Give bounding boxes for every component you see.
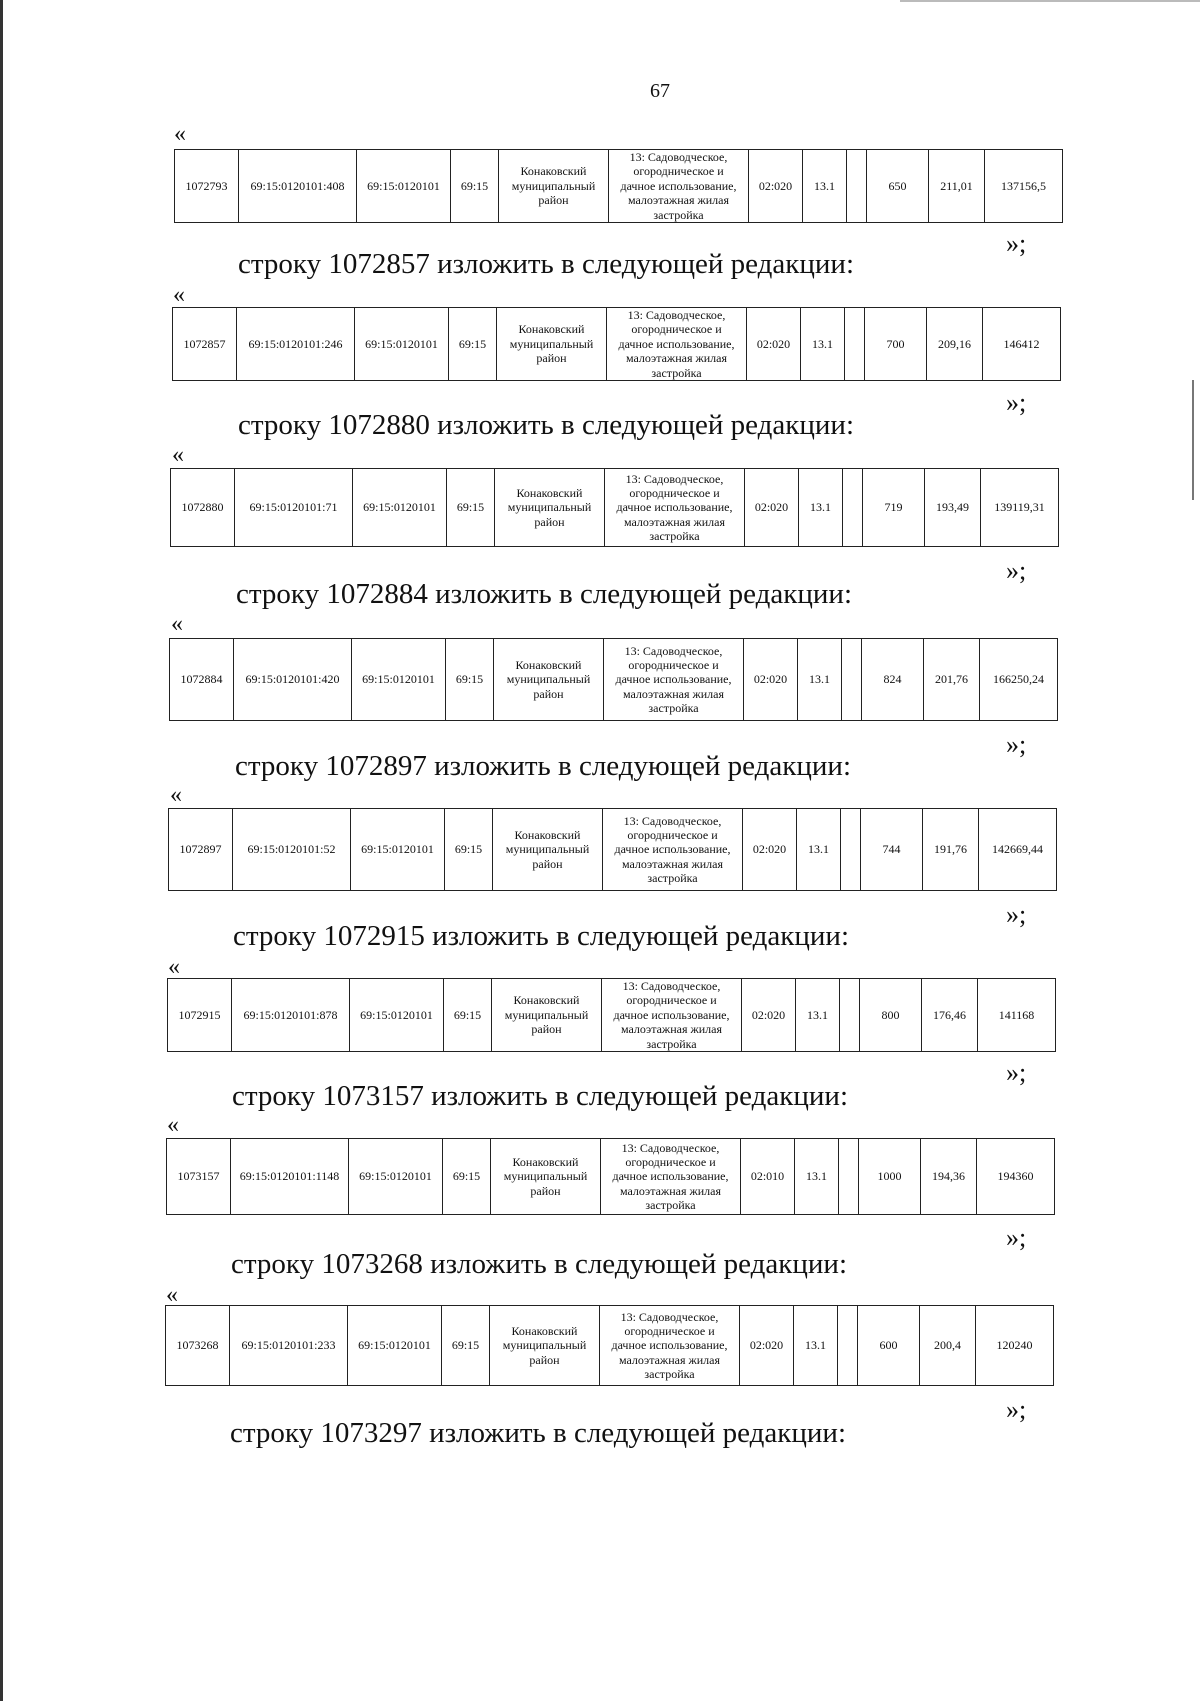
cell-blank xyxy=(841,809,861,891)
land-use-line: огородническое и xyxy=(626,993,717,1008)
cell-row-id: 1072884 xyxy=(170,639,234,721)
cell-district xyxy=(494,639,604,721)
district-line: район xyxy=(536,351,567,366)
land-use-line: дачное использование, xyxy=(612,1169,729,1184)
cell-cadastral-value: 141168 xyxy=(978,979,1056,1052)
close-quote: »; xyxy=(1006,1058,1027,1087)
cell-area-code: 69:15 xyxy=(451,150,499,223)
land-use-line: застройка xyxy=(651,365,702,380)
cell-row-id: 1073268 xyxy=(166,1306,230,1386)
land-use-line: дачное использование, xyxy=(614,842,731,857)
cell-district xyxy=(495,469,605,547)
cell-cadastral-quarter: 69:15:0120101 xyxy=(355,308,449,381)
land-use-line: застройка xyxy=(653,207,704,222)
land-use-line: огородническое и xyxy=(629,485,720,500)
land-use-line: дачное использование, xyxy=(618,336,735,351)
land-use-line: застройка xyxy=(649,529,700,544)
cell-use-code: 02:020 xyxy=(749,150,803,223)
cell-rate: 200,4 xyxy=(920,1306,976,1386)
cell-cadastral-quarter: 69:15:0120101 xyxy=(351,809,445,891)
register-row-table xyxy=(165,1305,1054,1386)
land-use-line: малоэтажная жилая xyxy=(621,856,724,871)
register-row-table xyxy=(172,307,1061,381)
cell-group: 13.1 xyxy=(799,469,843,547)
land-use-line: застройка xyxy=(646,1036,697,1051)
cell-group: 13.1 xyxy=(803,150,847,223)
cell-area: 1000 xyxy=(859,1139,921,1215)
scan-right-edge xyxy=(1192,380,1194,500)
land-use-line: застройка xyxy=(644,1367,695,1382)
page-number: 67 xyxy=(650,80,670,102)
cell-group: 13.1 xyxy=(798,639,842,721)
district-line: муниципальный xyxy=(507,500,592,515)
district-line: Конаковский xyxy=(514,827,581,842)
cell-cadastral-number: 69:15:0120101:420 xyxy=(234,639,352,721)
cell-cadastral-number: 69:15:0120101:246 xyxy=(237,308,355,381)
cell-area: 650 xyxy=(867,150,929,223)
cell-area: 700 xyxy=(865,308,927,381)
land-use-line: малоэтажная жилая xyxy=(618,1352,721,1367)
final-instruction: строку 1073297 изложить в следующей редакции: xyxy=(230,1417,846,1449)
register-row-table xyxy=(166,1138,1055,1215)
land-use-line: дачное использование, xyxy=(620,178,737,193)
land-use-line: дачное использование, xyxy=(616,500,733,515)
cell-cadastral-number: 69:15:0120101:71 xyxy=(235,469,353,547)
cell-land-use xyxy=(607,308,747,381)
cell-group: 13.1 xyxy=(794,1306,838,1386)
cell-land-use xyxy=(609,150,749,223)
cell-area-code: 69:15 xyxy=(442,1306,490,1386)
close-quote: »; xyxy=(1006,388,1027,417)
district-line: Конаковский xyxy=(512,1154,579,1169)
instruction-text: строку 1072915 изложить в следующей редакции: xyxy=(233,920,849,952)
district-line: Конаковский xyxy=(516,485,583,500)
cell-area: 719 xyxy=(863,469,925,547)
land-use-line: дачное использование, xyxy=(611,1338,728,1353)
open-quote: « xyxy=(167,1112,179,1138)
district-line: муниципальный xyxy=(511,178,596,193)
cell-cadastral-quarter: 69:15:0120101 xyxy=(352,639,446,721)
cell-cadastral-value: 142669,44 xyxy=(979,809,1057,891)
cell-row-id: 1072857 xyxy=(173,308,237,381)
register-row-table xyxy=(174,149,1063,223)
district-line: муниципальный xyxy=(502,1338,587,1353)
cell-area: 824 xyxy=(862,639,924,721)
cell-rate: 201,76 xyxy=(924,639,980,721)
cell-row-id: 1072915 xyxy=(168,979,232,1052)
cell-cadastral-number: 69:15:0120101:233 xyxy=(230,1306,348,1386)
land-use-line: малоэтажная жилая xyxy=(619,1183,722,1198)
instruction-text: строку 1073268 изложить в следующей редакции: xyxy=(231,1248,847,1280)
cell-cadastral-quarter: 69:15:0120101 xyxy=(350,979,444,1052)
cell-district xyxy=(492,979,602,1052)
cell-district xyxy=(490,1306,600,1386)
cell-group: 13.1 xyxy=(796,979,840,1052)
instruction-text: строку 1072880 изложить в следующей редакции: xyxy=(238,409,854,441)
cell-rate: 209,16 xyxy=(927,308,983,381)
district-line: муниципальный xyxy=(509,336,594,351)
table-row xyxy=(175,150,1063,223)
cell-land-use xyxy=(601,1139,741,1215)
cell-cadastral-number: 69:15:0120101:878 xyxy=(232,979,350,1052)
land-use-line: огородническое и xyxy=(624,1323,715,1338)
cell-blank xyxy=(847,150,867,223)
land-use-line: огородническое и xyxy=(627,827,718,842)
land-use-line: 13: Садоводческое, xyxy=(620,1309,719,1324)
cell-group: 13.1 xyxy=(801,308,845,381)
cell-area: 744 xyxy=(861,809,923,891)
cell-blank xyxy=(840,979,860,1052)
close-quote: »; xyxy=(1006,1395,1027,1424)
cell-land-use xyxy=(605,469,745,547)
open-quote: « xyxy=(168,954,180,980)
cell-land-use xyxy=(603,809,743,891)
close-quote: »; xyxy=(1006,900,1027,929)
land-use-line: застройка xyxy=(645,1198,696,1213)
land-use-line: 13: Садоводческое, xyxy=(627,308,726,322)
land-use-line: малоэтажная жилая xyxy=(625,351,728,366)
district-line: район xyxy=(532,856,563,871)
cell-cadastral-quarter: 69:15:0120101 xyxy=(349,1139,443,1215)
cell-area-code: 69:15 xyxy=(443,1139,491,1215)
cell-cadastral-quarter: 69:15:0120101 xyxy=(357,150,451,223)
cell-area-code: 69:15 xyxy=(447,469,495,547)
cell-district xyxy=(493,809,603,891)
cell-land-use xyxy=(604,639,744,721)
land-use-line: малоэтажная жилая xyxy=(623,514,726,529)
cell-area-code: 69:15 xyxy=(446,639,494,721)
district-line: Конаковский xyxy=(520,164,587,179)
cell-use-code: 02:020 xyxy=(743,809,797,891)
open-quote: « xyxy=(174,121,186,147)
cell-district xyxy=(491,1139,601,1215)
cell-use-code: 02:020 xyxy=(744,639,798,721)
table-row xyxy=(173,308,1061,381)
cell-area: 800 xyxy=(860,979,922,1052)
cell-area-code: 69:15 xyxy=(445,809,493,891)
cell-rate: 193,49 xyxy=(925,469,981,547)
cell-cadastral-value: 139119,31 xyxy=(981,469,1059,547)
land-use-line: 13: Садоводческое, xyxy=(623,813,722,828)
district-line: Конаковский xyxy=(518,322,585,337)
cell-district xyxy=(499,150,609,223)
open-quote: « xyxy=(172,442,184,468)
cell-use-code: 02:010 xyxy=(741,1139,795,1215)
district-line: район xyxy=(529,1352,560,1367)
cell-use-code: 02:020 xyxy=(740,1306,794,1386)
cell-cadastral-number: 69:15:0120101:52 xyxy=(233,809,351,891)
open-quote: « xyxy=(171,611,183,637)
instruction-text: строку 1072897 изложить в следующей редакции: xyxy=(235,750,851,782)
cell-row-id: 1072897 xyxy=(169,809,233,891)
land-use-line: малоэтажная жилая xyxy=(622,686,725,701)
cell-use-code: 02:020 xyxy=(742,979,796,1052)
scan-left-edge xyxy=(0,0,3,1701)
cell-use-code: 02:020 xyxy=(747,308,801,381)
cell-land-use xyxy=(602,979,742,1052)
register-row-table xyxy=(170,468,1059,547)
district-line: муниципальный xyxy=(505,842,590,857)
district-line: район xyxy=(538,193,569,208)
cell-use-code: 02:020 xyxy=(745,469,799,547)
cell-area-code: 69:15 xyxy=(449,308,497,381)
cell-blank xyxy=(845,308,865,381)
cell-blank xyxy=(843,469,863,547)
district-line: район xyxy=(531,1022,562,1037)
cell-land-use xyxy=(600,1306,740,1386)
land-use-line: 13: Садоводческое, xyxy=(621,1140,720,1155)
open-quote: « xyxy=(173,282,185,308)
cell-row-id: 1072793 xyxy=(175,150,239,223)
table-row xyxy=(170,639,1058,721)
district-line: Конаковский xyxy=(515,657,582,672)
district-line: район xyxy=(534,514,565,529)
open-quote: « xyxy=(166,1282,178,1308)
land-use-line: дачное использование, xyxy=(613,1007,730,1022)
land-use-line: огородническое и xyxy=(625,1154,716,1169)
instruction-text: строку 1072884 изложить в следующей редакции: xyxy=(236,578,852,610)
district-line: район xyxy=(530,1183,561,1198)
table-row xyxy=(166,1306,1054,1386)
land-use-line: застройка xyxy=(648,701,699,716)
cell-rate: 194,36 xyxy=(921,1139,977,1215)
table-row xyxy=(171,469,1059,547)
cell-cadastral-value: 120240 xyxy=(976,1306,1054,1386)
close-quote: »; xyxy=(1006,730,1027,759)
close-quote: »; xyxy=(1006,229,1027,258)
land-use-line: огородническое и xyxy=(628,657,719,672)
cell-blank xyxy=(842,639,862,721)
land-use-line: огородническое и xyxy=(633,164,724,179)
cell-cadastral-value: 137156,5 xyxy=(985,150,1063,223)
table-row xyxy=(167,1139,1055,1215)
cell-cadastral-number: 69:15:0120101:408 xyxy=(239,150,357,223)
district-line: Конаковский xyxy=(511,1323,578,1338)
district-line: район xyxy=(533,686,564,701)
district-line: муниципальный xyxy=(503,1169,588,1184)
land-use-line: 13: Садоводческое, xyxy=(622,979,721,993)
cell-row-id: 1073157 xyxy=(167,1139,231,1215)
land-use-line: малоэтажная жилая xyxy=(620,1022,723,1037)
cell-area: 600 xyxy=(858,1306,920,1386)
district-line: муниципальный xyxy=(504,1007,589,1022)
land-use-line: малоэтажная жилая xyxy=(627,193,730,208)
register-row-table xyxy=(168,808,1057,891)
close-quote: »; xyxy=(1006,556,1027,585)
cell-cadastral-value: 166250,24 xyxy=(980,639,1058,721)
table-row xyxy=(169,809,1057,891)
cell-cadastral-quarter: 69:15:0120101 xyxy=(348,1306,442,1386)
register-row-table xyxy=(169,638,1058,721)
cell-rate: 176,46 xyxy=(922,979,978,1052)
land-use-line: дачное использование, xyxy=(615,672,732,687)
cell-blank xyxy=(838,1306,858,1386)
cell-area-code: 69:15 xyxy=(444,979,492,1052)
cell-cadastral-quarter: 69:15:0120101 xyxy=(353,469,447,547)
cell-cadastral-value: 194360 xyxy=(977,1139,1055,1215)
cell-blank xyxy=(839,1139,859,1215)
cell-row-id: 1072880 xyxy=(171,469,235,547)
district-line: муниципальный xyxy=(506,672,591,687)
land-use-line: застройка xyxy=(647,871,698,886)
open-quote: « xyxy=(170,782,182,808)
land-use-line: 13: Садоводческое, xyxy=(624,643,723,658)
land-use-line: 13: Садоводческое, xyxy=(629,150,728,164)
cell-cadastral-value: 146412 xyxy=(983,308,1061,381)
register-row-table xyxy=(167,978,1056,1052)
instruction-text: строку 1073157 изложить в следующей редакции: xyxy=(232,1080,848,1112)
instruction-text: строку 1072857 изложить в следующей редакции: xyxy=(238,248,854,280)
cell-rate: 191,76 xyxy=(923,809,979,891)
close-quote: »; xyxy=(1006,1223,1027,1252)
table-row xyxy=(168,979,1056,1052)
land-use-line: огородническое и xyxy=(631,322,722,337)
cell-group: 13.1 xyxy=(797,809,841,891)
cell-group: 13.1 xyxy=(795,1139,839,1215)
district-line: Конаковский xyxy=(513,993,580,1008)
land-use-line: 13: Садоводческое, xyxy=(625,471,724,486)
cell-rate: 211,01 xyxy=(929,150,985,223)
cell-district xyxy=(497,308,607,381)
cell-cadastral-number: 69:15:0120101:1148 xyxy=(231,1139,349,1215)
